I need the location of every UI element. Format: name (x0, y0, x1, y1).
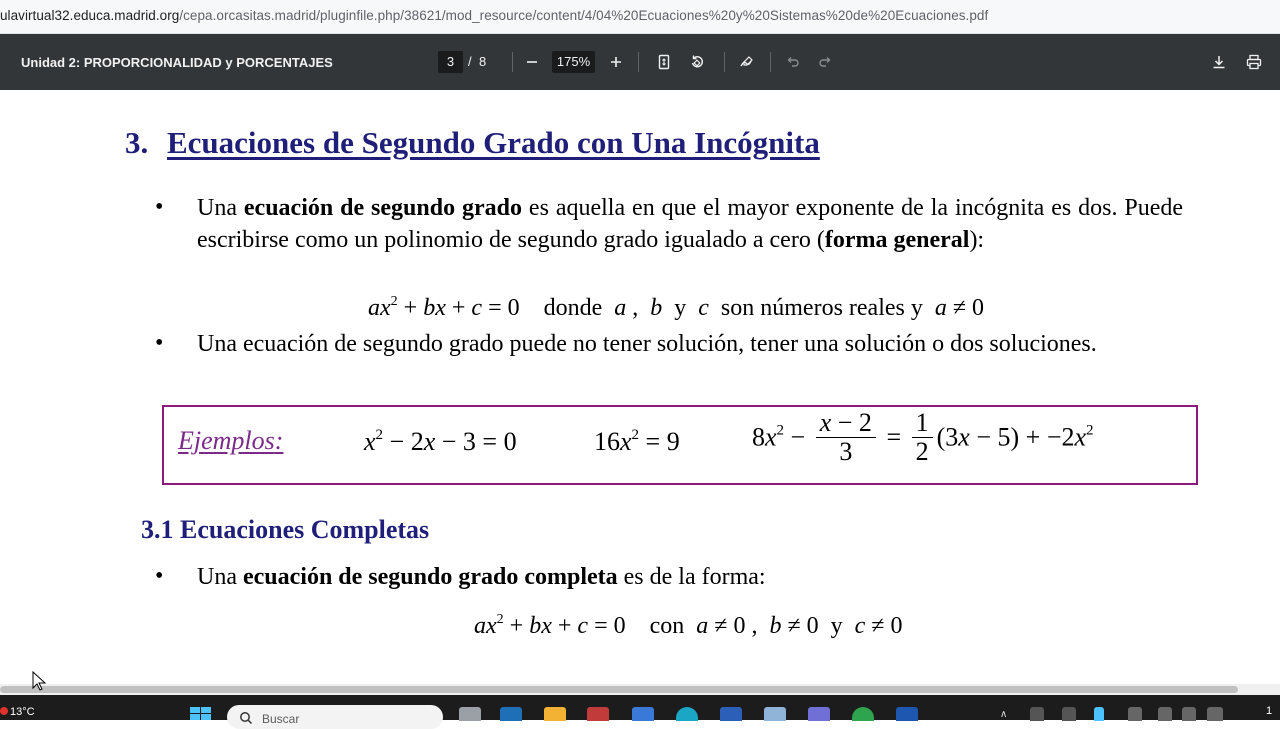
annotate-icon (739, 54, 755, 70)
toolbar-divider (638, 52, 639, 72)
formula-word: donde (543, 295, 603, 321)
examples-label-text: Ejemplos (178, 426, 275, 455)
annotate-button[interactable] (733, 48, 761, 76)
section-title: Ecuaciones de Segundo Grado con Una Incógnita (167, 125, 820, 160)
complete-form-formula: $ax^2$ + bx + c = 0 con a ≠ 0 , b ≠ 0 y c ≠ 0 (474, 612, 903, 639)
paragraph-solutions: Una ecuación de segundo grado puede no tener solución, tener una solución o dos soluciones. (197, 331, 1097, 357)
app-icon[interactable] (896, 707, 918, 721)
url-host: ulavirtual32.educa.madrid.org (0, 8, 180, 23)
pdf-toolbar (0, 34, 1280, 90)
document-title: Unidad 2: PROPORCIONALIDAD y PORCENTAJES (21, 55, 333, 70)
examples-label: Ejemplos: (178, 426, 284, 455)
volume-icon[interactable] (1182, 707, 1196, 721)
temperature-text: 13°C (10, 706, 35, 718)
windows-start-icon[interactable] (190, 707, 212, 720)
paragraph-definition (197, 192, 1183, 256)
toolbar-divider (512, 52, 513, 72)
app-icon[interactable] (500, 707, 522, 721)
page-separator: / (468, 54, 472, 69)
edge-browser-icon[interactable] (676, 707, 698, 721)
url-text[interactable] (0, 8, 988, 23)
chrome-icon[interactable] (852, 707, 874, 721)
tray-icon[interactable] (1128, 707, 1142, 721)
para-bold: ecuación de segundo grado completa (242, 564, 618, 590)
app-icon[interactable] (632, 707, 654, 721)
formula-word: con (649, 613, 685, 639)
pdf-page (0, 90, 1280, 685)
download-icon (1211, 54, 1227, 70)
zoom-in-button[interactable] (602, 48, 630, 76)
tray-icon[interactable] (1158, 707, 1172, 721)
zoom-in-icon (608, 54, 624, 70)
taskbar-search[interactable] (227, 705, 443, 729)
formula-word: son números reales y (720, 295, 923, 321)
battery-icon[interactable] (1207, 707, 1223, 721)
search-placeholder: Buscar (262, 712, 300, 726)
tray-icon[interactable] (1062, 707, 1076, 721)
print-icon (1246, 54, 1262, 70)
bullet-dot: • (155, 194, 164, 220)
para-text: Una (197, 564, 243, 590)
file-explorer-icon[interactable] (544, 707, 566, 721)
url-path: /cepa.orcasitas.madrid/pluginfile.php/38621/mod_resource/content/4/04%20Ecuaciones%20y%20Sistemas%20de%20Ecuaciones.pdf (179, 8, 989, 23)
page-number-input[interactable]: 3 (438, 51, 463, 73)
horizontal-scrollbar[interactable] (0, 684, 1280, 695)
undo-icon (785, 54, 801, 70)
print-button[interactable] (1240, 48, 1268, 76)
windows-taskbar (0, 695, 1280, 726)
download-button[interactable] (1205, 48, 1233, 76)
example-equation-1: $x^2 - 2x - 3 = 0$ (364, 427, 517, 456)
para-text: es aquella en que el mayor exponente de la incógnita es dos. Puede escribirse como un polinomio de segundo grado igualado a cero ( (197, 195, 1184, 253)
tray-icon[interactable] (1030, 707, 1044, 721)
redo-icon (817, 54, 833, 70)
toolbar-divider (724, 52, 725, 72)
para-text: Una (197, 195, 244, 221)
app-icon[interactable] (764, 707, 786, 721)
formula-word: y (674, 295, 687, 321)
examples-box (162, 405, 1198, 485)
subsection-title: 3.1 Ecuaciones Completas (141, 515, 430, 544)
rotate-button[interactable] (683, 48, 711, 76)
app-icon[interactable] (587, 707, 609, 721)
teams-icon[interactable] (808, 707, 830, 721)
formula-word: y (830, 613, 843, 639)
fit-page-button[interactable] (650, 48, 678, 76)
general-form-formula: $ax^2$ + bx + c = 0 donde a , b y c son números reales y a ≠ 0 (368, 294, 985, 321)
bullet-dot: • (155, 563, 164, 589)
weather-widget[interactable] (0, 706, 35, 718)
bullet-dot: • (155, 330, 164, 356)
page-total: 8 (479, 54, 487, 69)
fit-page-icon (656, 54, 672, 70)
example-equation-3: $8x^2$ − $\frac{x - 2}{3}$ = $\frac{1}{2}$ $(3x - 5) + -2x^2$ (752, 408, 1094, 466)
zoom-level-input[interactable]: 175% (552, 51, 595, 73)
section-number: 3. (125, 125, 149, 160)
para-text: es de la forma: (617, 564, 766, 590)
para-text: ): (969, 227, 985, 253)
search-icon (239, 711, 253, 725)
scrollbar-thumb[interactable] (0, 686, 1238, 693)
clock-text[interactable]: 1 (1266, 705, 1273, 717)
redo-button[interactable] (811, 48, 839, 76)
toolbar-divider (770, 52, 771, 72)
weather-icon (0, 707, 8, 715)
rotate-icon (689, 54, 705, 70)
task-view-icon[interactable] (459, 707, 481, 721)
para-bold: forma general (824, 227, 970, 253)
tray-chevron-icon[interactable]: ∧ (1000, 709, 1008, 720)
tray-icon[interactable] (1094, 707, 1104, 721)
undo-button[interactable] (779, 48, 807, 76)
word-icon[interactable] (720, 707, 742, 721)
address-bar[interactable] (0, 0, 1280, 34)
mouse-cursor-icon (32, 671, 46, 691)
para-bold: ecuación de segundo grado (243, 195, 523, 221)
example-equation-2: $16x^2 = 9$ (594, 427, 680, 456)
paragraph-complete (197, 561, 1183, 593)
zoom-out-button[interactable] (518, 48, 546, 76)
zoom-out-icon (524, 54, 540, 70)
